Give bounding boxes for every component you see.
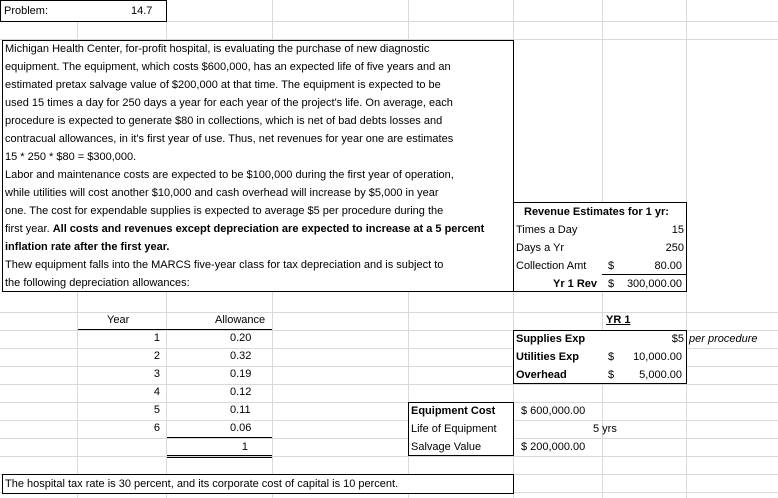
year-cell: 4 — [153, 386, 160, 398]
allowance-header: Allowance — [215, 314, 266, 326]
equipment-label: Life of Equipment — [411, 423, 497, 435]
depreciation-total-double-rule — [167, 457, 272, 458]
revenue-currency: $ — [608, 260, 615, 272]
allowance-cell: 0.06 — [230, 422, 252, 434]
revenue-value: 15 — [671, 224, 684, 236]
year-header: Year — [107, 314, 130, 326]
allowance-cell: 0.32 — [230, 350, 252, 362]
revenue-total-value: 300,000.00 — [626, 278, 682, 290]
cost-currency: $ — [608, 369, 615, 381]
revenue-title: Revenue Estimates for 1 yr: — [524, 206, 669, 218]
revenue-total-currency: $ — [608, 278, 615, 290]
revenue-label: Times a Day — [516, 224, 578, 236]
description-bold-line-2: inflation rate after the first year. — [5, 241, 170, 253]
cost-currency: $ — [608, 351, 615, 363]
year-cell: 5 — [153, 404, 160, 416]
allowance-cell: 0.19 — [230, 368, 252, 380]
allowance-cell: 0.11 — [230, 404, 251, 416]
cost-value: $5 — [671, 333, 684, 345]
allowance-total: 1 — [241, 441, 248, 453]
revenue-label: Days a Yr — [516, 242, 565, 254]
description-line: Michigan Health Center, for-profit hospital, is evaluating the purchase of new diagnostic — [5, 43, 430, 55]
depreciation-total-double-rule — [167, 455, 272, 456]
problem-label: Problem: — [4, 5, 49, 17]
description-line: one. The cost for expendable supplies is expected to average $5 per procedure during the — [5, 205, 444, 217]
description-bold-line — [5, 220, 515, 238]
description-line: procedure is expected to generate $80 in collections, which is net of bad debts losses and — [5, 115, 443, 127]
equipment-value: $ 200,000.00 — [521, 441, 586, 453]
description-text — [5, 40, 515, 292]
footer-text: The hospital tax rate is 30 percent, and its corporate cost of capital is 10 percent. — [5, 478, 399, 490]
depreciation-intro-line: Thew equipment falls into the MARCS five-year class for tax depreciation and is subject to — [5, 259, 444, 271]
description-bold-prefix: first year. — [5, 223, 53, 235]
revenue-label: Collection Amt — [516, 260, 587, 272]
cost-value: 10,000.00 — [633, 351, 682, 363]
cost-label: Supplies Exp — [516, 333, 586, 345]
equipment-label: Salvage Value — [411, 441, 482, 453]
description-line: while utilities will cost another $10,000 and cash overhead will increase by $5,000 in year — [5, 187, 439, 199]
description-line: estimated pretax salvage value of $200,000 at that time. The equipment is expected to be — [5, 79, 441, 91]
year-cell: 2 — [153, 350, 160, 362]
cost-value: 5,000.00 — [639, 369, 682, 381]
description-line: used 15 times a day for 250 days a year for each year of the project's life. On average, each — [5, 97, 453, 109]
description-line: equipment. The equipment, which costs $600,000, has an expected life of five years and an — [5, 61, 451, 73]
equipment-value: 5 yrs — [593, 423, 617, 435]
cost-label: Utilities Exp — [516, 351, 579, 363]
description-bold-text: All costs and revenues except depreciation are expected to increase at a 5 percent — [52, 223, 485, 235]
year-cell: 1 — [153, 332, 160, 344]
description-line: Labor and maintenance costs are expected to be $100,000 during the first year of operation, — [5, 169, 454, 181]
cost-label: Overhead — [516, 369, 567, 381]
revenue-total-label: Yr 1 Rev — [553, 278, 598, 290]
revenue-value: 80.00 — [654, 260, 682, 272]
description-line: 15 * 250 * $80 = $300,000. — [5, 151, 137, 163]
cost-note: per procedure — [689, 333, 758, 345]
problem-number: 14.7 — [131, 5, 153, 17]
revenue-value: 250 — [665, 242, 684, 254]
equipment-value: $ 600,000.00 — [521, 405, 586, 417]
description-line: contracual allowances, in it's first year of use. Thus, net revenues for year one are estimates — [5, 133, 454, 145]
allowance-cell: 0.20 — [230, 332, 252, 344]
equipment-label: Equipment Cost — [411, 405, 496, 417]
allowance-cell: 0.12 — [230, 386, 252, 398]
year-cell: 6 — [153, 422, 160, 434]
costs-header: YR 1 — [606, 314, 631, 326]
depreciation-intro-line: the following depreciation allowances: — [5, 277, 190, 289]
year-cell: 3 — [153, 368, 160, 380]
